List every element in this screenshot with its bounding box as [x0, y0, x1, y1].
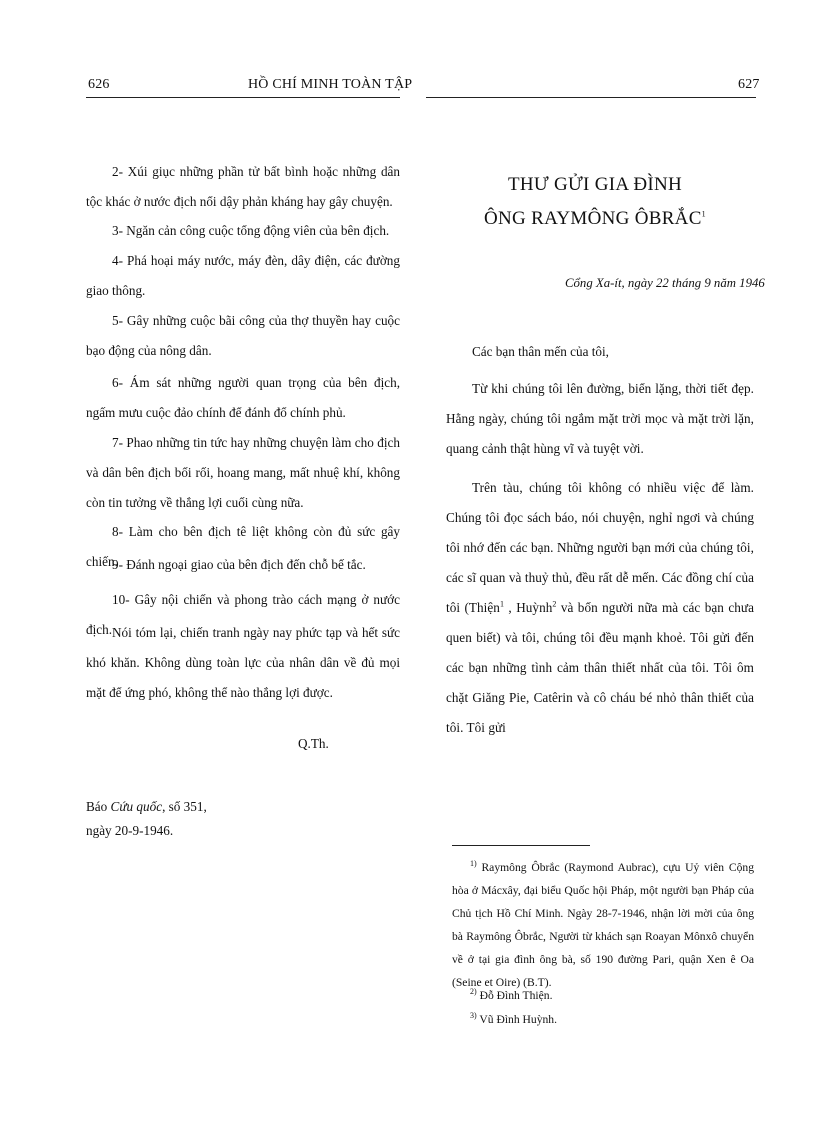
list-item: 4- Phá hoại máy nước, máy đèn, dây điện, các đường giao thông.: [86, 253, 400, 298]
list-item: 3- Ngăn cản công cuộc tổng động viên của bên địch.: [112, 223, 390, 238]
footnote-mark-2: 2: [552, 599, 557, 609]
running-title: HỒ CHÍ MINH TOÀN TẬP: [248, 77, 413, 92]
footnote: $^{3)}$ Vũ Đình Huỳnh.: [470, 1011, 557, 1026]
list-item: 9- Đánh ngoại giao của bên địch đến chỗ bế tắc.: [112, 557, 366, 572]
body-paragraph-1: Từ khi chúng tôi lên đường, biển lặng, thời tiết đẹp. Hằng ngày, chúng tôi ngắm mặt trời mọc và mặt trời lặn, quang cảnh thật hùng vĩ và tuyệt vời.: [446, 381, 754, 456]
source-date: ngày 20-9-1946.: [86, 823, 174, 838]
list-item: 7- Phao những tin tức hay những chuyện làm cho địch và dân bên địch bối rối, hoang mang, mất nhuệ khí, không còn tin tưởng về thắng lợi cuối cùng nữa.: [86, 435, 400, 510]
list-item: 5- Gây những cuộc bãi công của thợ thuyền hay cuộc bạo động của nông dân.: [86, 313, 400, 358]
footnote: $^{2)}$ Đỗ Đình Thiện.: [470, 987, 553, 1002]
footnote-rule: [452, 845, 590, 846]
title-footnote-mark: 1: [701, 209, 706, 219]
body-paragraph-2: Trên tàu, chúng tôi không có nhiều việc để làm. Chúng tôi đọc sách báo, nói chuyện, nghỉ ngơi và chúng tôi nhớ đến các bạn. Những người bạn mới của chúng tôi, các sĩ quan và thuỷ thủ, đều rất dễ mến. Các đồng chí của tôi (Thiện$^1$ , Huỳnh$^2$ và bốn người nữa mà các bạn chưa quen biết) và tôi, chúng tôi đều mạnh khoẻ. Tôi gửi đến các bạn những tình cảm thân thiết nhất của tôi. Tôi ôm chặt Giăng Pie, Catêrin và cô cháu bé nhỏ thân thiết của tôi. Tôi gửi: [446, 480, 754, 735]
place-date: Cổng Xa-ít, ngày 22 tháng 9 năm 1946: [565, 276, 765, 290]
title-line-1: THƯ GỬI GIA ĐÌNH: [507, 174, 683, 195]
left-header-rule: [86, 97, 400, 98]
conclusion-paragraph: Nói tóm lại, chiến tranh ngày nay phức tạp và hết sức khó khăn. Không dùng toàn lực của nhân dân về đủ mọi mặt để ứng phó, không thể nào thắng lợi được.: [86, 625, 400, 700]
source-prefix: Báo: [86, 799, 111, 814]
signature: Q.Th.: [298, 736, 329, 751]
left-page-number: 626: [88, 77, 110, 92]
list-item: 6- Ám sát những người quan trọng của bên địch, ngấm mưu cuộc đảo chính để đánh đổ chính phủ.: [86, 375, 400, 420]
right-header-rule: [426, 97, 756, 98]
footnote-mark-1: 1: [499, 599, 505, 609]
letter-title: [470, 168, 720, 236]
right-page-number: 627: [738, 77, 760, 92]
salutation: Các bạn thân mến của tôi,: [472, 344, 609, 359]
source-citation: [86, 795, 207, 843]
list-item: 8- Làm cho bên địch tê liệt không còn đủ sức gây chiến.: [86, 524, 400, 569]
title-line-2: ÔNG RAYMÔNG ÔBRẮC$^1$: [484, 208, 706, 229]
list-item: 10- Gây nội chiến và phong trào cách mạng ở nước địch.: [86, 592, 400, 637]
list-item: 2- Xúi giục những phần tử bất bình hoặc những dân tộc khác ở nước địch nổi dậy phản kháng hay gây chuyện.: [86, 164, 400, 209]
footnote: $^{1)}$ Raymông Ôbrắc (Raymond Aubrac), cựu Uỷ viên Cộng hòa ở Mácxây, đại biểu Quốc hội Pháp, một người bạn Pháp của Chủ tịch Hồ Chí Minh. Ngày 28-7-1946, nhận lời mời của ông bà Raymông Ôbrắc, Người từ khách sạn Roayan Mônxô chuyển về ở tại gia đình ông bà, số 190 đường Pari, quận Xen ê Oa (Seine et Oire) (B.T).: [452, 859, 754, 989]
source-issue: , số 351,: [162, 799, 207, 814]
source-paper: Cứu quốc: [110, 799, 163, 814]
